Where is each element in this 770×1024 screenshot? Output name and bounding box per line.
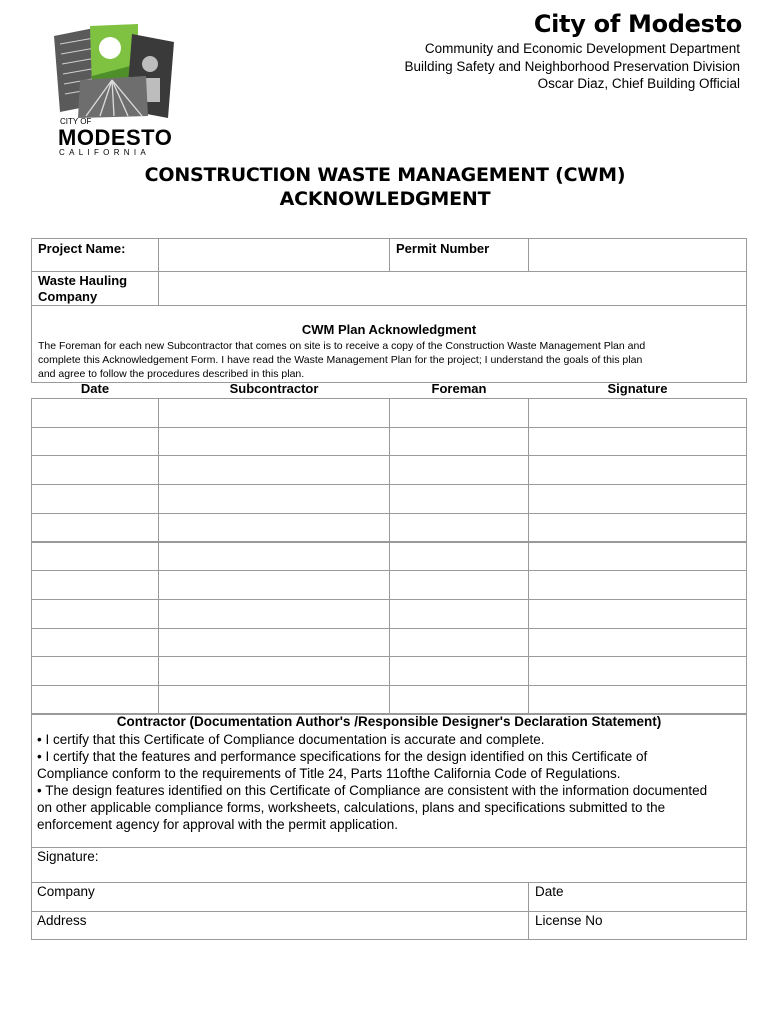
document-title-line-2: ACKNOWLEDGMENT [279,188,491,210]
row-3-signature-cell[interactable] [528,455,747,485]
declaration-line-2: • I certify that the features and performance specifications for the design identified on this Certificate of [37,749,648,764]
row-9-signature-cell[interactable] [528,628,747,658]
row-1-subcontractor-cell[interactable] [158,398,390,428]
row-6-date-cell[interactable] [31,542,159,572]
declaration-line-4: • The design features identified on this Certificate of Compliance are consistent with the information documented [37,783,708,798]
plan-text-line-1: The Foreman for each new Subcontractor that comes on site is to receive a copy of the Construction Waste Management Plan and [38,340,646,352]
row-11-signature-cell[interactable] [528,685,747,715]
row-4-subcontractor-cell[interactable] [158,484,390,514]
row-3-foreman-cell[interactable] [389,455,529,485]
row-9-date-cell[interactable] [31,628,159,658]
row-1-foreman-cell[interactable] [389,398,529,428]
declaration-line-3: Compliance conform to the requirements of Title 24, Parts 11ofthe California Code of Regulations. [37,766,621,781]
row-2-subcontractor-cell[interactable] [158,427,390,457]
row-3-subcontractor-cell[interactable] [158,455,390,485]
logo-emblem [50,24,180,120]
declaration-line-5: on other applicable compliance forms, worksheets, calculations, plans and specifications submitted to the [37,800,666,815]
declaration-heading: Contractor (Documentation Author's /Responsible Designer's Declaration Statement) [116,714,662,729]
row-1-signature-cell[interactable] [528,398,747,428]
row-9-foreman-cell[interactable] [389,628,529,658]
project-name-field[interactable] [158,238,390,272]
column-header-signature: Signature [607,381,668,396]
permit-number-label: Permit Number [396,241,490,256]
city-title: City of Modesto [533,10,742,38]
row-4-date-cell[interactable] [31,484,159,514]
row-7-foreman-cell[interactable] [389,570,529,600]
logo-city-of: CITY OF [60,117,92,126]
signature-field[interactable] [31,847,747,883]
column-header-subcontractor: Subcontractor [229,381,319,396]
row-10-subcontractor-cell[interactable] [158,656,390,686]
row-6-foreman-cell[interactable] [389,542,529,572]
waste-hauling-company-field[interactable] [158,271,747,306]
row-2-foreman-cell[interactable] [389,427,529,457]
address-field[interactable] [31,911,529,940]
row-8-subcontractor-cell[interactable] [158,599,390,629]
declaration-line-1: • I certify that this Certificate of Compliance documentation is accurate and complete. [37,732,545,747]
cwm-form [31,238,747,940]
waste-hauling-label-line-1: Waste Hauling [38,273,128,288]
company-label: Company [37,884,95,899]
row-10-date-cell[interactable] [31,656,159,686]
city-logo [50,24,180,157]
row-8-date-cell[interactable] [31,599,159,629]
logo-name: MODESTO [58,125,173,150]
row-9-subcontractor-cell[interactable] [158,628,390,658]
waste-hauling-label-line-2: Company [38,289,98,304]
row-10-signature-cell[interactable] [528,656,747,686]
official-line: Oscar Diaz, Chief Building Official [537,76,740,91]
row-7-signature-cell[interactable] [528,570,747,600]
date-label: Date [535,884,564,899]
permit-number-field[interactable] [528,238,747,272]
row-4-signature-cell[interactable] [528,484,747,514]
row-1-date-cell[interactable] [31,398,159,428]
signature-label: Signature: [37,849,99,864]
column-header-foreman: Foreman [431,381,487,396]
row-3-date-cell[interactable] [31,455,159,485]
project-name-label: Project Name: [38,241,126,256]
company-field[interactable] [31,882,529,912]
row-4-foreman-cell[interactable] [389,484,529,514]
address-label: Address [37,913,87,928]
plan-acknowledgment-heading: CWM Plan Acknowledgment [301,322,477,337]
document-title-line-1: CONSTRUCTION WASTE MANAGEMENT (CWM) [144,164,626,186]
department-line: Community and Economic Development Department [424,41,740,56]
division-line: Building Safety and Neighborhood Preservation Division [404,59,740,74]
row-2-signature-cell[interactable] [528,427,747,457]
row-11-foreman-cell[interactable] [389,685,529,715]
plan-text-line-2: complete this Acknowledgement Form. I have read the Waste Management Plan for the project; I understand the goals of this plan [38,354,643,366]
license-number-label: License No [535,913,603,928]
row-5-signature-cell[interactable] [528,513,747,543]
row-5-date-cell[interactable] [31,513,159,543]
row-7-subcontractor-cell[interactable] [158,570,390,600]
row-5-subcontractor-cell[interactable] [158,513,390,543]
column-header-date: Date [80,381,110,396]
row-11-date-cell[interactable] [31,685,159,715]
plan-text-line-3: and agree to follow the procedures described in this plan. [38,368,305,380]
row-8-foreman-cell[interactable] [389,599,529,629]
row-5-foreman-cell[interactable] [389,513,529,543]
row-7-date-cell[interactable] [31,570,159,600]
row-11-subcontractor-cell[interactable] [158,685,390,715]
row-6-subcontractor-cell[interactable] [158,542,390,572]
row-6-signature-cell[interactable] [528,542,747,572]
row-8-signature-cell[interactable] [528,599,747,629]
row-2-date-cell[interactable] [31,427,159,457]
row-10-foreman-cell[interactable] [389,656,529,686]
logo-state: CALIFORNIA [59,148,151,157]
declaration-line-6: enforcement agency for approval with the permit application. [37,817,398,832]
